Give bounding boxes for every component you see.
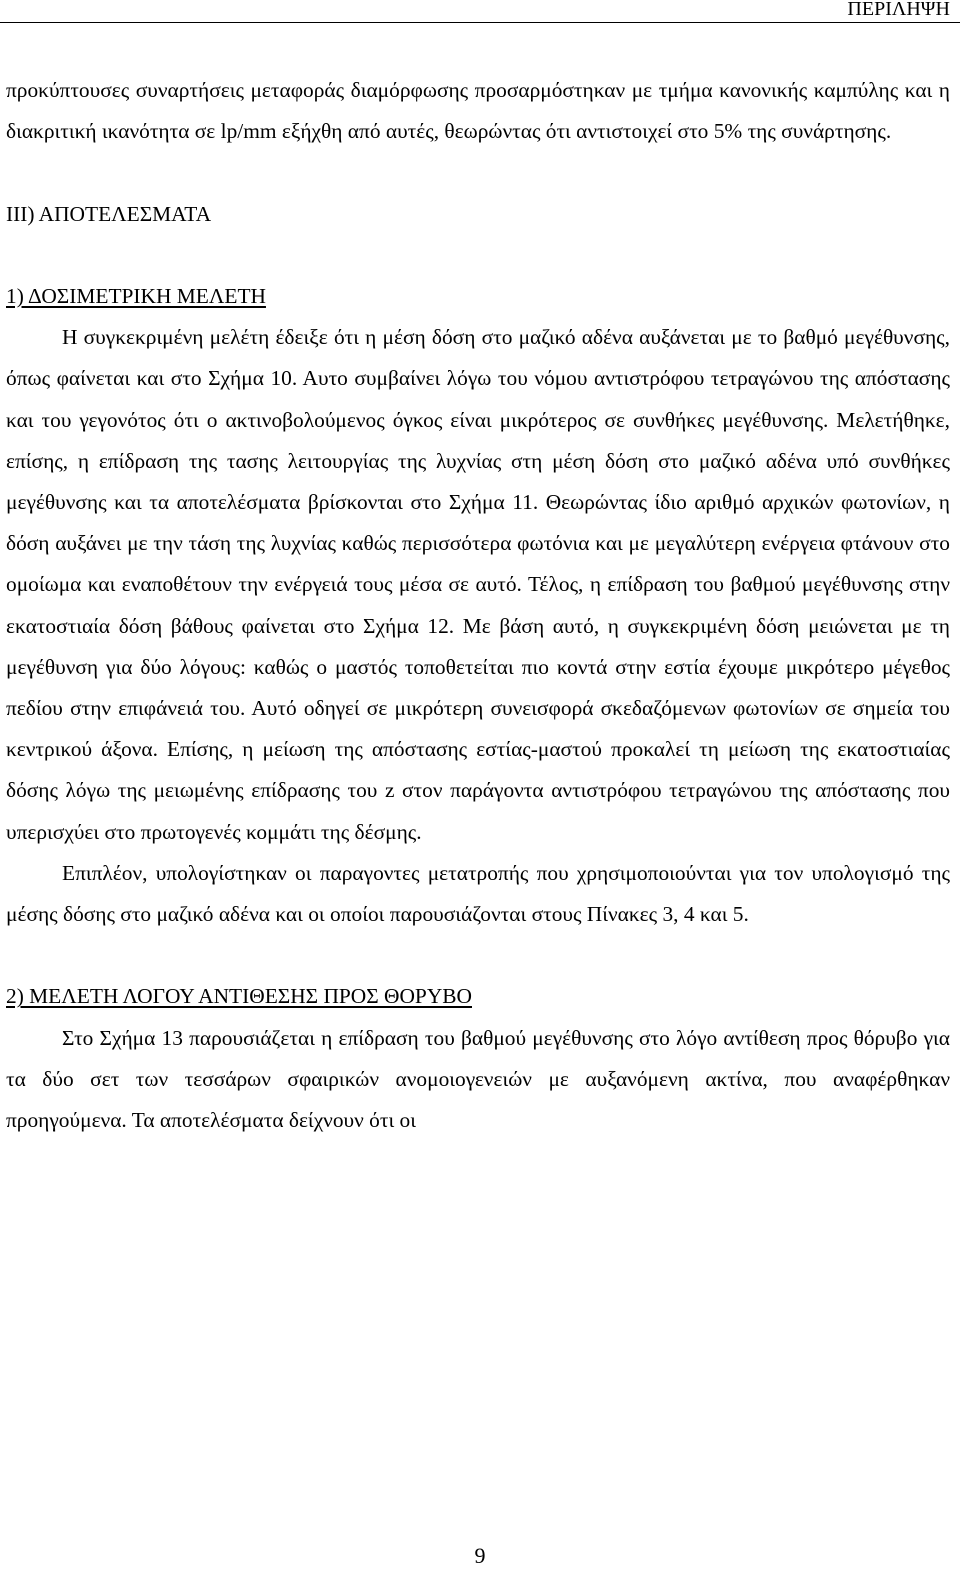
- spacer: [6, 152, 950, 193]
- subsection-heading-dosimetry-text: 1) ΔΟΣΙΜΕΤΡΙΚΗ ΜΕΛΕΤΗ: [6, 283, 266, 308]
- header-divider: [0, 22, 960, 23]
- page-number: 9: [474, 1543, 486, 1568]
- subsection-heading-dosimetry: [6, 276, 950, 317]
- dosimetry-paragraph: Η συγκεκριμένη μελέτη έδειξε ότι η μέση δόση στο μαζικό αδένα αυξάνεται με το βαθμό μεγέθυνσης, όπως φαίνεται και στο Σχήμα 10. Αυτο συμβαίνει λόγω του νόμου αντιστρόφου τετραγώνου της απόστασης και του γεγονότος ότι ο ακτινοβολούμενος όγκος είναι μικρότερος σε συνθήκες μεγέθυνσης. Μελετήθηκε, επίσης, η επίδραση της τασης λειτουργίας της λυχνίας στη μέση δόση στο μαζικό αδένα υπό συνθήκες μεγέθυνσης και τα αποτελέσματα βρίσκονται στο Σχήμα 11. Θεωρώντας ίδιο αριθμό αρχικών φωτονίων, η δόση αυξάνει με την τάση της λυχνίας καθώς περισσότερα φωτόνια και με μεγαλύτερη ενέργεια φτάνουν στο ομοίωμα και εναποθέτουν την ενέργειά τους μέσα σε αυτό. Τέλος, η επίδραση του βαθμού μεγέθυνσης στην εκατοστιαία δόση βάθους φαίνεται στο Σχήμα 12. Με βάση αυτό, η συγκεκριμένη δόση μειώνεται με τη μεγέθυνση για δύο λόγους: καθώς ο μαστός τοποθετείται πιο κοντά στην εστία έχουμε μικρότερο μέγεθος πεδίου στην επιφάνειά του. Αυτό οδηγεί σε μικρότερη συνεισφορά σκεδαζόμενων φωτονίων σε σημεία του κεντρικού άξονα. Επίσης, η μείωση της απόστασης εστίας-μαστού προκαλεί τη μείωση της εκατοστιαίας δόσης λόγω της μειωμένης επίδρασης του z στον παράγοντα αντιστρόφου τετραγώνου της απόστασης που υπερισχύει στο πρωτογενές κομμάτι της δέσμης.: [6, 325, 950, 844]
- spacer: [6, 935, 950, 976]
- section-heading-results: ΙΙΙ) ΑΠΟΤΕΛΕΣΜΑΤΑ: [6, 201, 212, 226]
- subsection-heading-cnr: [6, 976, 950, 1017]
- subsection-heading-cnr-text: 2) ΜΕΛΕΤΗ ΛΟΓΟΥ ΑΝΤΙΘΕΣΗΣ ΠΡΟΣ ΘΟΡΥΒΟ: [6, 984, 472, 1009]
- conversion-factors-paragraph: Επιπλέον, υπολογίστηκαν οι παραγοντες μετατροπής που χρησιμοποιούνται για τον υπολογισμό της μέσης δόσης στο μαζικό αδένα και οι οποίοι παρουσιάζονται στους Πίνακες 3, 4 και 5.: [6, 860, 950, 927]
- intro-paragraph: προκύπτουσες συναρτήσεις μεταφοράς διαμόρφωσης προσαρμόστηκαν με τμήμα κανονικής καμπύλης και η διακριτική ικανότητα σε lp/mm εξήχθη από αυτές, θεωρώντας ότι αντιστοιχεί στο 5% της συνάρτησης.: [6, 78, 950, 144]
- cnr-paragraph: Στο Σχήμα 13 παρουσιάζεται η επίδραση του βαθμού μεγέθυνσης στο λόγο αντίθεση προς θόρυβο για τα δύο σετ των τεσσάρων σφαιρικών ανομοιογενειών με αυξανόμενη ακτίνα, που αναφέρθηκαν προηγούμενα. Τα αποτελέσματα δείχνουν ότι οι: [6, 1025, 950, 1133]
- spacer: [6, 235, 950, 276]
- running-header-title: ΠΕΡΙΛΗΨΗ: [847, 0, 950, 20]
- document-body: [6, 70, 950, 1141]
